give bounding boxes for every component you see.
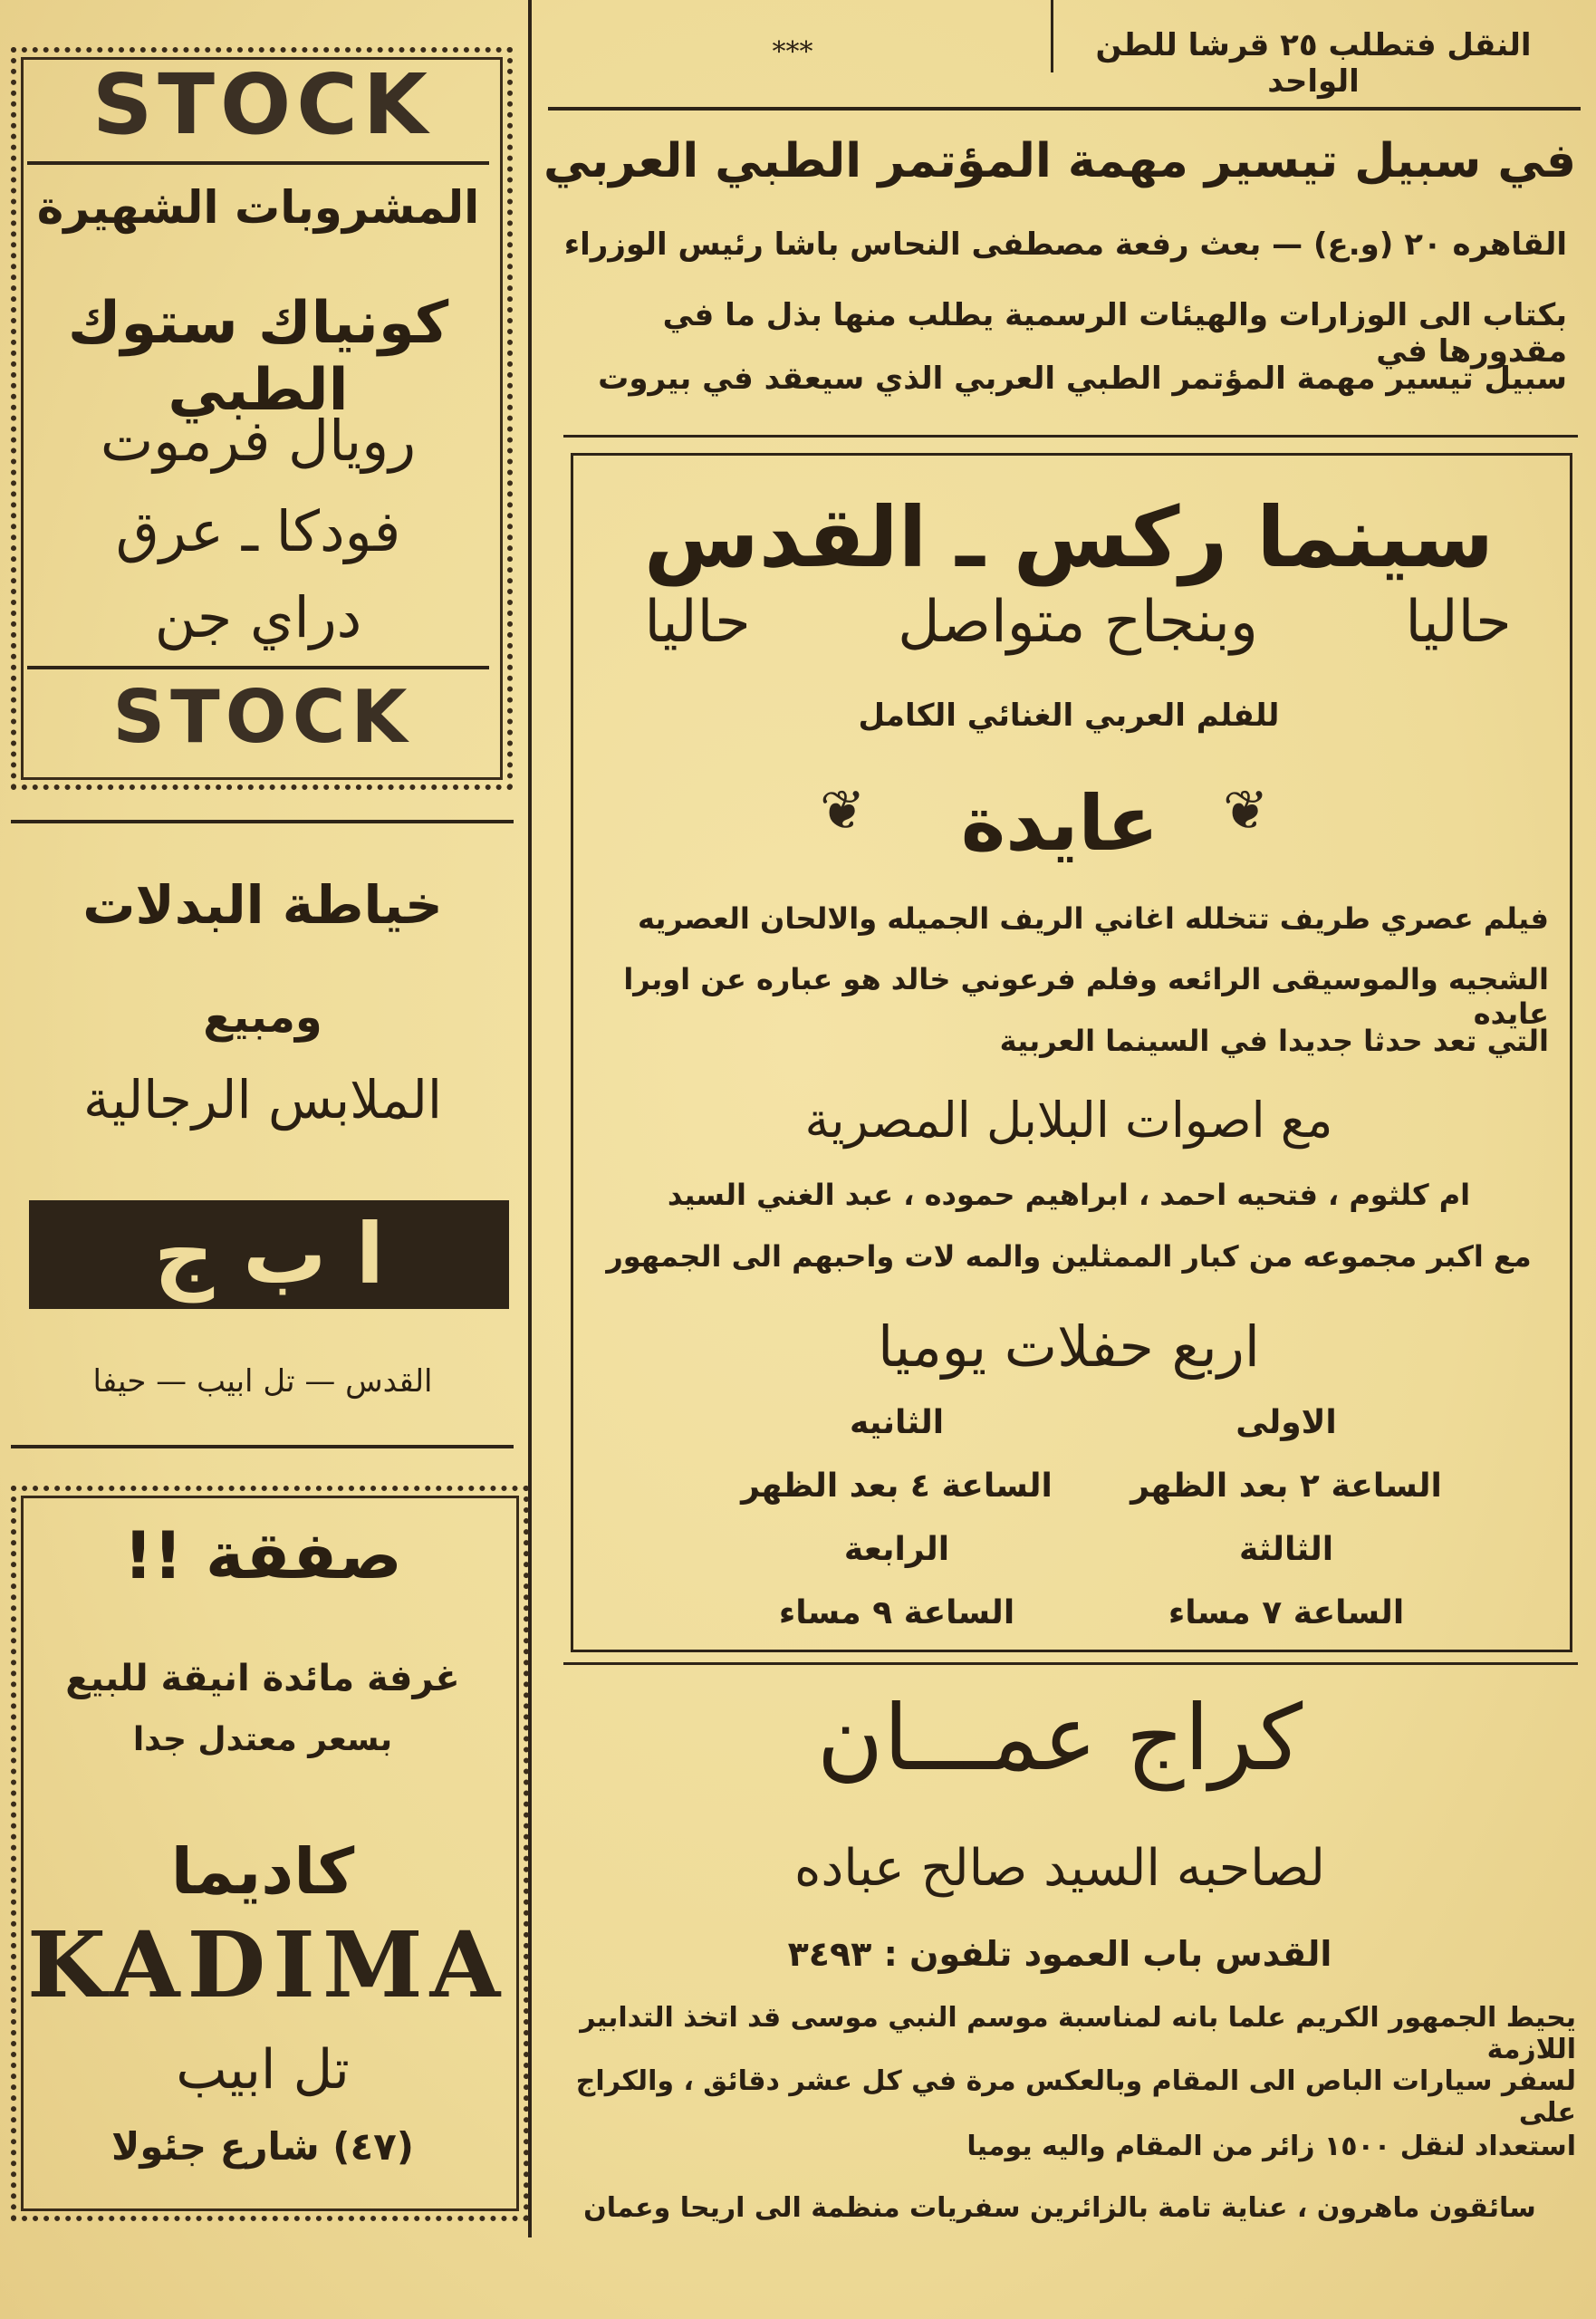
- top-divider: [1051, 0, 1053, 72]
- news-rule: [563, 435, 1578, 438]
- left-rule-2: [11, 1445, 514, 1448]
- tailor-line: الملابس الرجالية: [82, 1069, 443, 1131]
- cinema-voices: مع اصوات البلابل المصرية: [804, 1092, 1333, 1149]
- show-1-label: الاولى: [1235, 1404, 1337, 1441]
- top-fragment-mark: ***: [772, 36, 813, 68]
- tailor-branches: القدس — تل ابيب — حيفا: [92, 1363, 433, 1400]
- stock-brand-bottom: STOCK: [112, 675, 413, 759]
- news-line-1: القاهره ٢٠ (و.ع) — بعث رفعة مصطفى النحاس باشا رئيس الوزراء: [563, 226, 1567, 263]
- stock-product-main: كونياك ستوك الطبي: [67, 290, 449, 424]
- garage-line-2: لسفر سيارات الباص الى المقام وبالعكس مرة في كل عشر دقائق ، والكراج على: [575, 2065, 1576, 2129]
- show-1-time: الساعة ٢ بعد الظهر: [1130, 1467, 1442, 1505]
- left-rule-1: [11, 820, 514, 823]
- flourish-right-icon: ❦: [1223, 779, 1269, 842]
- show-3-time: الساعة ٧ مساء: [1168, 1594, 1405, 1631]
- cinema-bottom-rule: [563, 1662, 1578, 1665]
- show-3-label: الثالثة: [1238, 1531, 1334, 1568]
- news-headline: في سبيل تيسير مهمة المؤتمر الطبي العربي: [543, 134, 1576, 188]
- tailor-subtitle: ومبيع: [203, 992, 322, 1043]
- cinema-desc-1: فيلم عصري طريف تتخلله اغاني الريف الجميله والالحان العصريه: [637, 901, 1549, 936]
- stock-top-rule: [27, 161, 489, 165]
- cinema-desc-3: التي تعد حدثا جديدا في السينما العربية: [999, 1024, 1549, 1058]
- show-4-time: الساعة ٩ مساء: [778, 1594, 1015, 1631]
- kadima-city: تل ابيب: [176, 2038, 350, 2102]
- stock-bottom-rule: [27, 666, 489, 669]
- kadima-brand-ar: كاديما: [170, 1834, 355, 1909]
- cinema-film-title: عايدة: [960, 779, 1159, 868]
- garage-line-1: يحيط الجمهور الكريم علما بانه لمناسبة موسم النبي موسى قد اتخذ التدابير اللازمة: [580, 2002, 1576, 2065]
- flourish-left-icon: ❦: [820, 779, 866, 842]
- cinema-shows-title: اربع حفلات يوميا: [878, 1313, 1260, 1380]
- garage-line-3: استعداد لنقل ١٥٠٠ زائر من المقام واليه يوميا: [966, 2131, 1576, 2162]
- stock-line-3: دراي جن: [154, 584, 362, 650]
- cinema-cast: ام كلثوم ، فتحيه احمد ، ابراهيم حموده ، عبد الغني السيد: [667, 1178, 1471, 1212]
- cinema-now-right: حاليا: [1405, 589, 1512, 656]
- garage-line-4: سائقون ماهرون ، عناية تامة بالزائرين سفريات منظمة الى اريحا وعمان: [583, 2192, 1536, 2224]
- show-4-label: الرابعة: [843, 1531, 950, 1568]
- show-2-time: الساعة ٤ بعد الظهر: [741, 1467, 1053, 1505]
- kadima-line-1: غرفة مائدة انيقة للبيع: [65, 1658, 460, 1699]
- kadima-address: (٤٧) شارع جئولا: [111, 2124, 414, 2169]
- garage-title: كراج عمـــان: [816, 1685, 1303, 1791]
- tailor-title: خياطة البدلات: [82, 874, 443, 936]
- tailor-logo: ا ب ج: [29, 1200, 509, 1309]
- stock-tagline: المشروبات الشهيرة: [36, 181, 480, 234]
- kadima-line-2: بسعر معتدل جدا: [132, 1721, 393, 1758]
- news-line-3: سبيل تيسير مهمة المؤتمر الطبي العربي الذي سيعقد في بيروت: [598, 361, 1567, 397]
- cinema-title: سينما ركس ـ القدس: [643, 489, 1495, 586]
- stock-line-1: رويال فرموت: [100, 408, 417, 474]
- news-line-2: بكتاب الى الوزارات والهيئات الرسمية يطلب منها بذل ما في مقدورها في: [662, 297, 1567, 370]
- kadima-brand-en: KADIMA: [27, 1911, 508, 2018]
- garage-phone: القدس باب العمود تلفون : ٣٤٩٣: [787, 1934, 1332, 1974]
- stock-brand-top: STOCK: [91, 56, 434, 153]
- cinema-desc-2: الشجيه والموسيقى الرائعه وفلم فرعوني خالد هو عباره عن اوبرا عايده: [623, 962, 1549, 1031]
- garage-owner: لصاحبه السيد صالح عباده: [794, 1839, 1325, 1898]
- cinema-now-center: وبنجاح متواصل: [898, 589, 1258, 656]
- cinema-cast-2: مع اكبر مجموعه من كبار الممثلين والمه لات واحبهم الى الجمهور: [606, 1239, 1532, 1274]
- top-fragment-text: النقل فتطلب ٢٥ قرشا للطن الواحد: [1095, 27, 1532, 100]
- stock-line-2: فودكا ـ عرق: [115, 498, 401, 564]
- cinema-now-left: حاليا: [644, 589, 751, 656]
- top-rule: [548, 107, 1581, 111]
- cinema-subtitle: للفلم العربي الغنائي الكامل: [858, 698, 1280, 734]
- kadima-headline: صفقة !!: [123, 1517, 402, 1593]
- show-2-label: الثانيه: [849, 1404, 945, 1441]
